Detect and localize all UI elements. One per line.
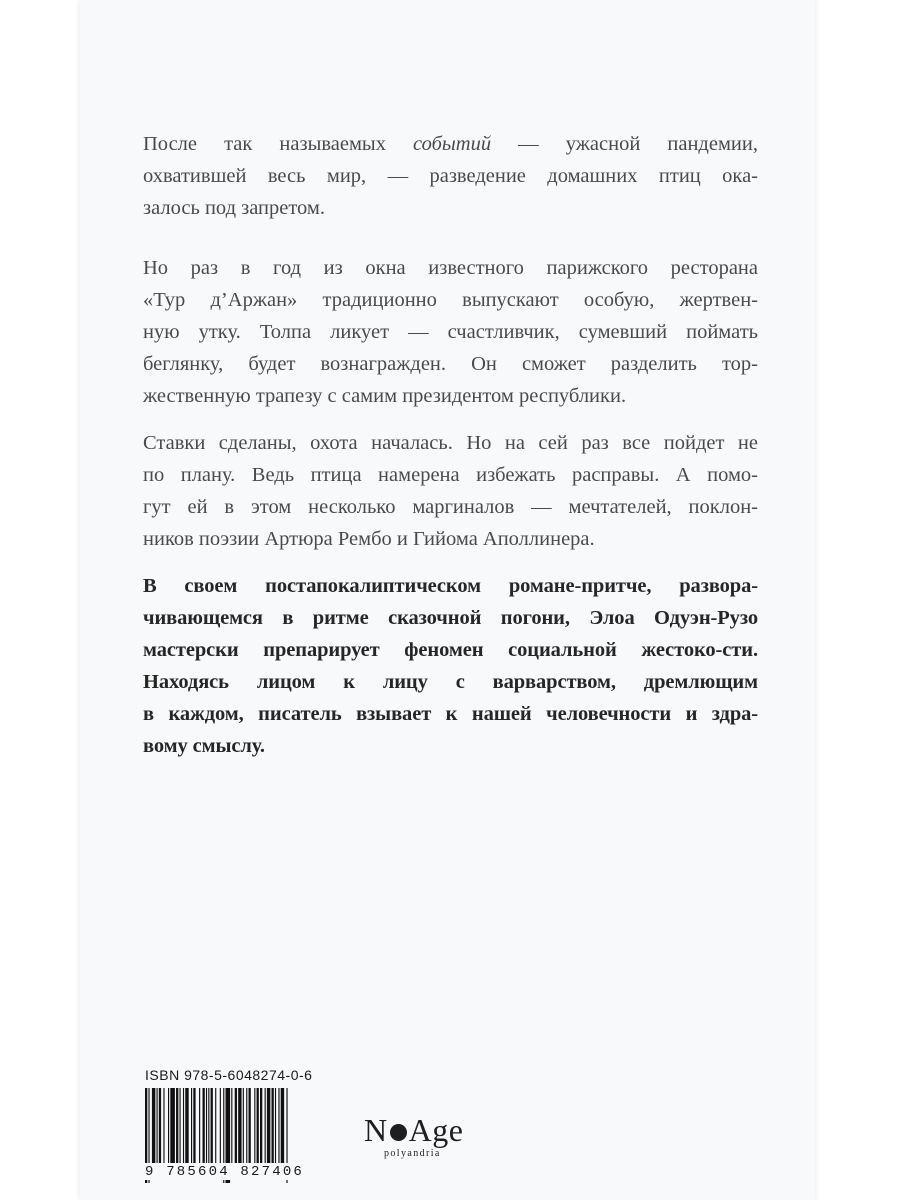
- barcode-bar: [231, 1088, 232, 1164]
- barcode-bar: [152, 1088, 155, 1164]
- paragraph-line: После так называемых событий — ужасной пандемии,: [143, 133, 758, 155]
- paragraph-line: Ставки сделаны, охота началась. Но на сей раз все пойдет не: [143, 432, 758, 454]
- logo-letter-n: N: [364, 1112, 388, 1148]
- barcode-bar: [203, 1088, 205, 1164]
- barcode-digits: 9 785604 827406: [145, 1163, 330, 1180]
- barcode-bar: [246, 1088, 247, 1164]
- barcode-bar: [220, 1088, 221, 1164]
- barcode-bar: [159, 1088, 161, 1164]
- barcode-bar: [191, 1088, 192, 1164]
- barcode-bar: [272, 1088, 274, 1164]
- barcode-bar: [180, 1088, 181, 1164]
- barcode-bar: [170, 1088, 175, 1164]
- barcode-bar: [260, 1088, 262, 1164]
- paragraph-line: гут ей в этом несколько маргиналов — мечтателей, поклон-: [143, 496, 758, 518]
- publisher-logo: [364, 1114, 463, 1159]
- paragraph-line: беглянку, будет вознагражден. Он сможет разделить тор-: [143, 353, 758, 375]
- paragraph-line: по плану. Ведь птица намерена избежать расправы. А помо-: [143, 464, 758, 486]
- logo-publisher-name: polyandria: [384, 1148, 441, 1159]
- barcode-bar: [275, 1088, 276, 1164]
- barcode-bar: [278, 1088, 279, 1164]
- barcode-bar: [281, 1088, 284, 1164]
- barcode-bar: [193, 1088, 195, 1164]
- logo-wordmark: [364, 1114, 463, 1146]
- barcode-bar: [185, 1088, 188, 1164]
- barcode-bar: [238, 1088, 241, 1164]
- barcode-bar: [249, 1088, 251, 1164]
- barcode-bar: [168, 1088, 169, 1164]
- paragraph-line: ную утку. Толпа ликует — счастливчик, сумевший поймать: [143, 321, 758, 343]
- paragraph-hunt: [143, 427, 758, 555]
- isbn-label: ISBN 978-5-6048274-0-6: [145, 1067, 313, 1083]
- barcode-bar: [208, 1088, 209, 1164]
- barcode-bar: [157, 1088, 158, 1164]
- logo-word-age: Age: [408, 1112, 464, 1148]
- barcode-bar: [254, 1088, 255, 1164]
- barcode-bar: [211, 1088, 213, 1164]
- italic-word: событий: [413, 133, 492, 155]
- paragraph-line: ников поэзии Артюра Рембо и Гийома Аполлинера.: [143, 528, 595, 550]
- paragraph-line: мастерски препарирует феномен социальной жестоко-сти.: [143, 639, 758, 661]
- paragraph-summary: [143, 570, 758, 762]
- paragraph-line: Находясь лицом к лицу с варварством, дремлющим: [143, 671, 758, 693]
- paragraph-line: в каждом, писатель взывает к нашей человечности и здра-: [143, 703, 758, 725]
- paragraph-line: жественную трапезу с самим президентом республики.: [143, 385, 627, 407]
- barcode-bar: [265, 1088, 266, 1164]
- barcode-bar: [206, 1088, 207, 1164]
- barcode-bar: [235, 1088, 237, 1164]
- paragraph-intro: [143, 128, 758, 224]
- barcode-bar: [243, 1088, 244, 1164]
- paragraph-line: Но раз в год из окна известного парижского ресторана: [143, 257, 758, 279]
- barcode-bar: [215, 1088, 216, 1164]
- barcode-bar: [163, 1088, 164, 1164]
- barcode-bar: [267, 1088, 270, 1164]
- paragraph-line: вому смыслу.: [143, 735, 265, 757]
- barcode-bar: [176, 1088, 178, 1164]
- paragraph-restaurant: [143, 252, 758, 412]
- barcode-bar: [257, 1088, 259, 1164]
- paragraph-line: «Тур д’Аржан» традиционно выпускают особую, жертвен-: [143, 289, 758, 311]
- paragraph-line: залось под запретом.: [143, 197, 326, 219]
- barcode-bar: [199, 1088, 200, 1164]
- logo-dot-icon: [390, 1124, 407, 1141]
- paragraph-line: чивающемся в ритме сказочной погони, Элоа Одуэн-Рузо: [143, 607, 758, 629]
- barcode-bar: [183, 1088, 184, 1164]
- paragraph-line: В своем постапокалиптическом романе-притче, развора-: [143, 575, 758, 597]
- paragraph-line: охватившей весь мир, — разведение домашних птиц ока-: [143, 165, 758, 187]
